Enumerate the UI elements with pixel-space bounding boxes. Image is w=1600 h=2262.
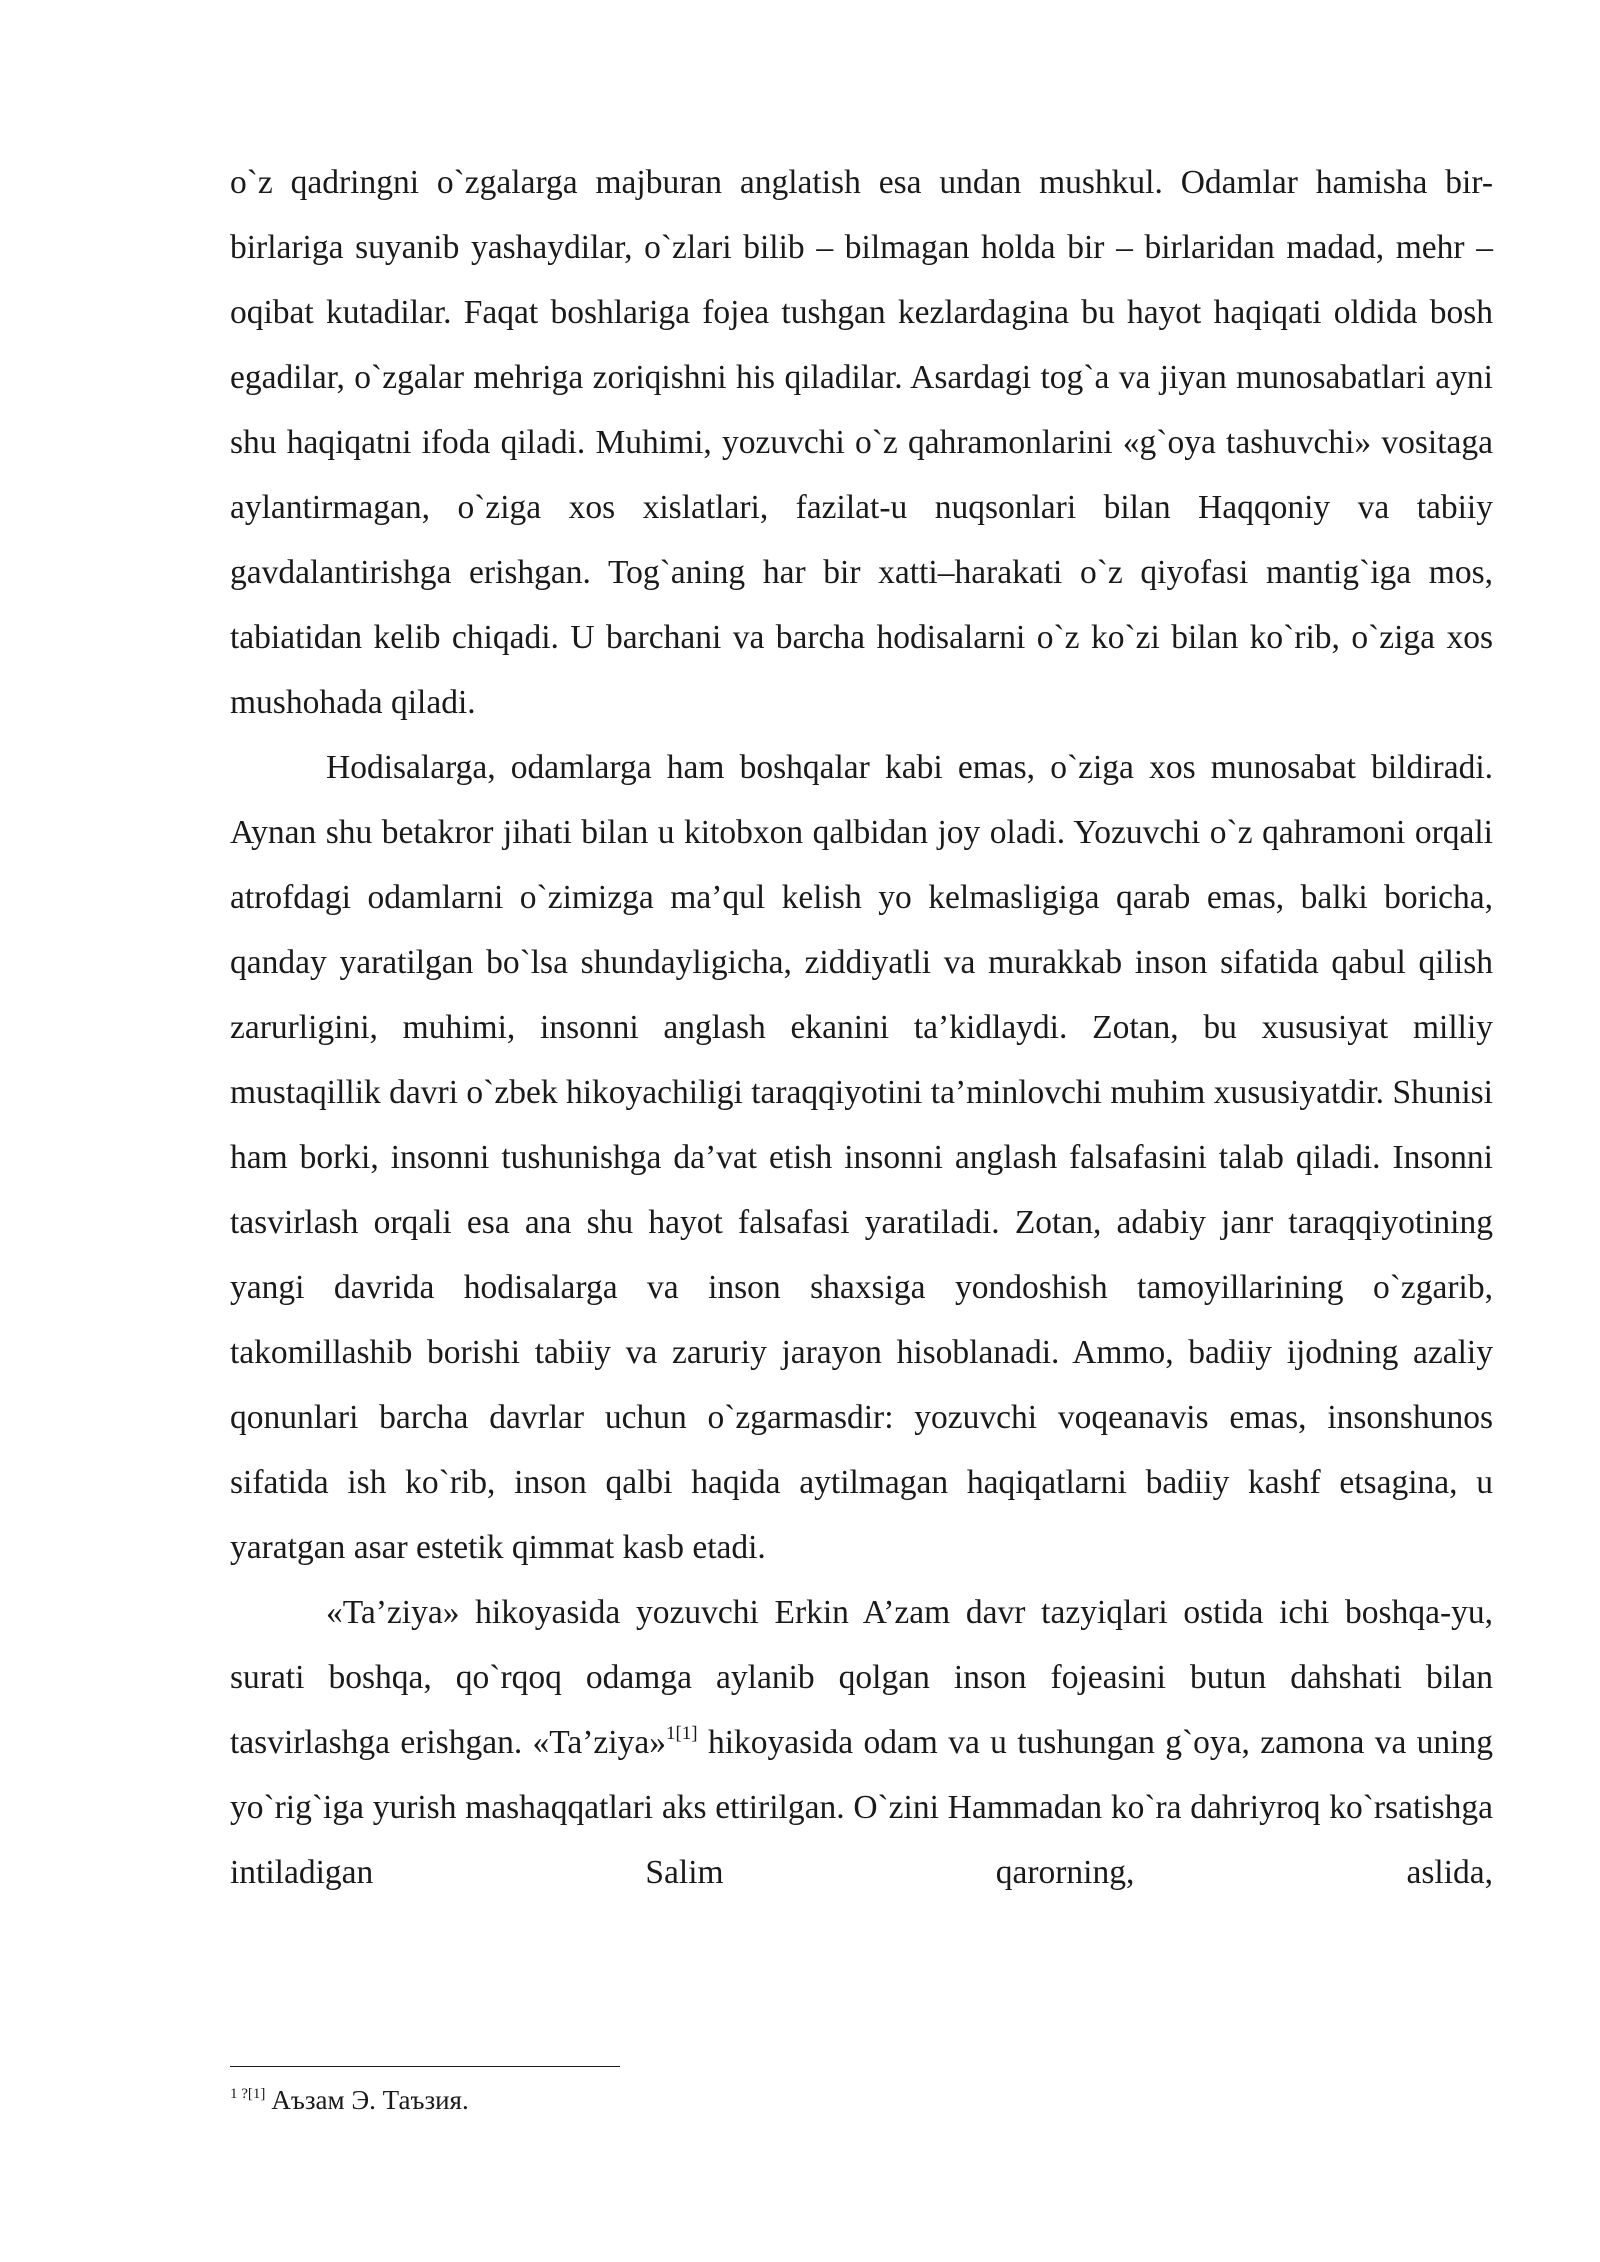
footnote-reference[interactable]: 1[1]	[665, 1723, 698, 1744]
paragraph-2: Hodisalarga, odamlarga ham boshqalar kabi emas, o`ziga xos munosabat bildiradi. Aynan shu betakror jihati bilan u kitobxon qalbidan joy oladi. Yozuvchi o`z qahramoni orqali atrofdagi odamlarni o`zimizga ma’qul kelish yo kelmasligiga qarab emas, balki boricha, qanday yaratilgan bo`lsa shundayligicha, ziddiyatli va murakkab inson sifatida qabul qilish zarurligini, muhimi, insonni anglash ekanini ta’kidlaydi. Zotan, bu xususiyat milliy mustaqillik davri o`zbek hikoyachiligi taraqqiyotini ta’minlovchi muhim xususiyatdir. Shunisi ham borki, insonni tushunishga da’vat etish insonni anglash falsafasini talab qiladi. Insonni tasvirlash orqali esa ana shu hayot falsafasi yaratiladi. Zotan, adabiy janr taraqqiyotining yangi davrida hodisalarga va inson shaxsiga yondoshish tamoyillarining o`zgarib, takomillashib borishi tabiiy va zaruriy jarayon hisoblanadi. Ammo, badiiy ijodning azaliy qonunlari barcha davrlar uchun o`zgarmasdir: yozuvchi voqeanavis emas, insonshunos sifatida ish ko`rib, inson qalbi haqida aytilmagan haqiqatlarni badiiy kashf etsagina, u yaratgan asar estetik qimmat kasb etadi.	[230, 749, 1493, 1566]
paragraph-3-text-after: hikoyasida odam va u tushungan g`oya, zamona va uning yo`rig`iga yurish mashaqqatlari aks ettirilgan. O`zini Hammadan ko`ra dahriyroq ko`rsatishga intiladigan Salim qarorning, aslida,	[230, 1724, 1493, 1891]
paragraph-3	[230, 1580, 1493, 1905]
paragraph-1: o`z qadringni o`zgalarga majburan anglatish esa undan mushkul. Odamlar hamisha bir-birlariga suyanib yashaydilar, o`zlari bilib – bilmagan holda bir – birlaridan madad, mehr – oqibat kutadilar. Faqat boshlariga fojea tushgan kezlardagina bu hayot haqiqati oldida bosh egadilar, o`zgalar mehriga zoriqishni his qiladilar. Asardagi tog`a va jiyan munosabatlari ayni shu haqiqatni ifoda qiladi. Muhimi, yozuvchi o`z qahramonlarini «g`oya tashuvchi» vositaga aylantirmagan, o`ziga xos xislatlari, fazilat-u nuqsonlari bilan Haqqoniy va tabiiy gavdalantirishga erishgan. Tog`aning har bir xatti–harakati o`z qiyofasi mantig`iga mos, tabiatidan kelib chiqadi. U barchani va barcha hodisalarni o`z ko`zi bilan ko`rib, o`ziga xos mushohada qiladi.	[230, 164, 1493, 721]
footnote-text: Аъзам Э. Таъзия.	[271, 2085, 469, 2115]
footnote	[230, 2082, 469, 2118]
footnote-separator	[230, 2066, 620, 2067]
paragraph-3-text-before: «Ta’ziya» hikoyasida yozuvchi Erkin A’zam davr tazyiqlari ostida ichi boshqa-yu, surati boshqa, qo`rqoq odamga aylanib qolgan inson fojeasini butun dahshati bilan tasvirlashga erishgan. «Ta’ziya»	[230, 1594, 1493, 1761]
body-text	[230, 150, 1493, 1905]
footnote-marker: 1 ?[1]	[230, 2086, 266, 2102]
